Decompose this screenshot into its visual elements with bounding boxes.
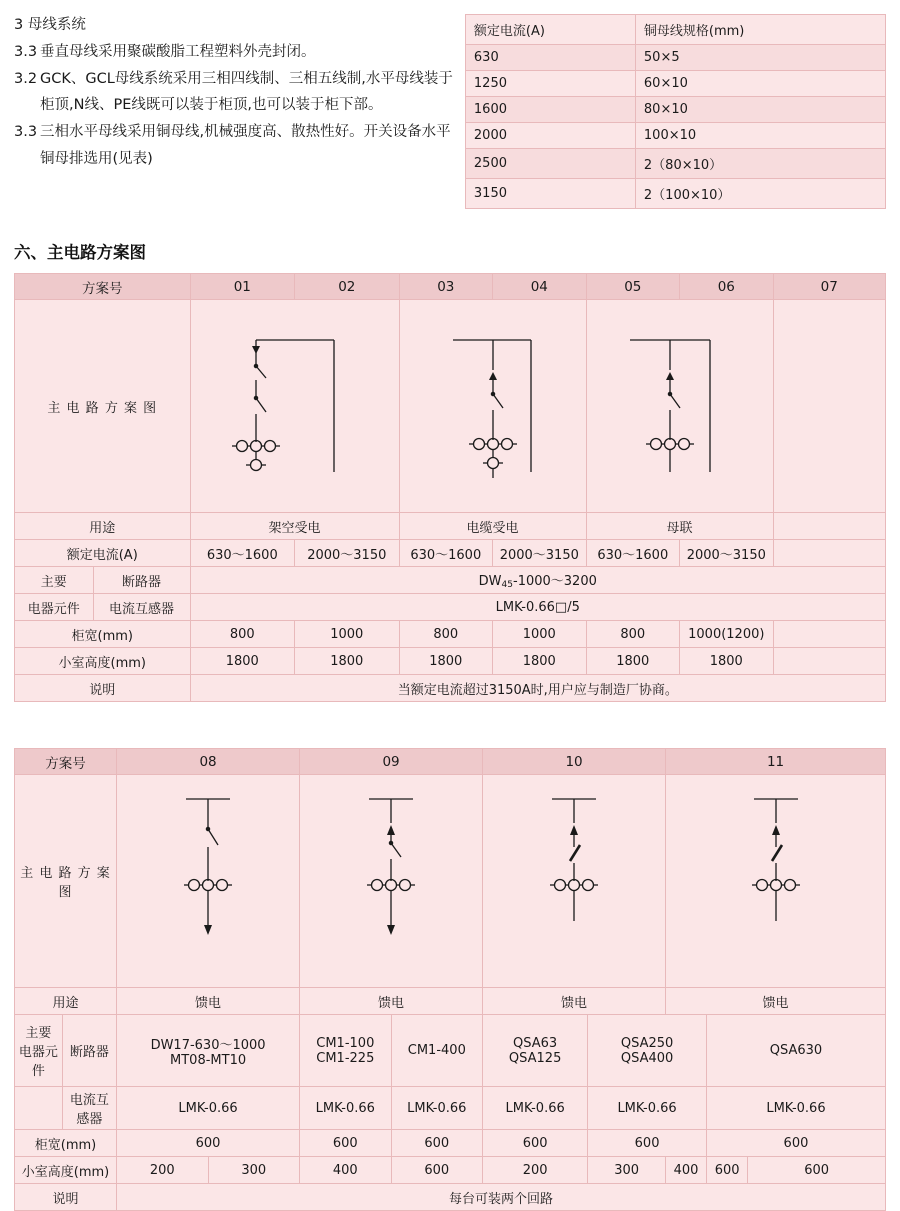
cabinet-width-label: 柜宽(mm) — [15, 621, 191, 648]
scheme-01: 01 — [190, 274, 295, 300]
breaker-value-pre: DW — [478, 574, 502, 589]
use-empty — [773, 513, 885, 540]
current-05: 630～1600 — [586, 540, 680, 567]
cell-spec: 2（100×10） — [635, 179, 885, 209]
scheme-11: 11 — [666, 749, 886, 775]
page-title: 六、主电路方案图 — [14, 243, 146, 262]
use-09: 馈电 — [300, 988, 483, 1015]
use-10: 馈电 — [483, 988, 666, 1015]
diagram-empty-07 — [773, 300, 885, 513]
note-value: 当额定电流超过3150A时,用户应与制造厂协商。 — [190, 675, 885, 702]
note-value: 每台可装两个回路 — [117, 1184, 886, 1211]
breaker-10a-line1: QSA63 — [513, 1035, 558, 1051]
current-06: 2000～3150 — [680, 540, 774, 567]
width-03: 800 — [399, 621, 493, 648]
note-label: 说明 — [15, 675, 191, 702]
height-10d: 600 — [706, 1157, 747, 1184]
current-02: 2000～3150 — [295, 540, 400, 567]
ct-11: LMK-0.66 — [706, 1087, 885, 1130]
circuit-diagram-08 — [120, 777, 296, 985]
diagram-feeder-10 — [483, 775, 666, 988]
table-row — [15, 1157, 886, 1184]
main-components-spacer — [15, 1087, 63, 1130]
table-row — [15, 988, 886, 1015]
cell-current: 1250 — [465, 71, 635, 97]
use-label: 用途 — [15, 513, 191, 540]
ct-09a: LMK-0.66 — [300, 1087, 392, 1130]
cell-current: 1600 — [465, 97, 635, 123]
bus-system-title: 3 母线系统 — [14, 17, 86, 33]
table-row — [15, 775, 886, 988]
bus-item-2 — [14, 66, 455, 120]
circuit-diagram-01-02 — [194, 302, 396, 510]
bus-item-1-text: 垂直母线采用聚碳酸脂工程塑料外壳封闭。 — [40, 43, 316, 60]
main-components-label-2: 电器元件 — [18, 1045, 58, 1079]
breaker-09a — [300, 1015, 392, 1087]
table-row — [465, 97, 885, 123]
use-11: 馈电 — [666, 988, 886, 1015]
cell-spec: 100×10 — [635, 123, 885, 149]
scheme-table-1 — [14, 273, 886, 702]
breaker-10b-line1: QSA250 — [620, 1035, 674, 1051]
circuit-diagram-10 — [486, 777, 662, 985]
height-03: 1800 — [399, 648, 493, 675]
height-09b: 600 — [391, 1157, 483, 1184]
table-row — [465, 179, 885, 209]
breaker-09a-line1: CM1-100 — [316, 1035, 375, 1051]
table-row — [465, 15, 885, 45]
diagram-overhead-incoming — [190, 300, 399, 513]
height-empty — [773, 648, 885, 675]
breaker-10a — [483, 1015, 588, 1087]
table-row — [15, 648, 886, 675]
breaker-08 — [117, 1015, 300, 1087]
bus-item-3-text: 三相水平母线采用铜母线,机械强度高、散热性好。开关设备水平铜母排选用(见表) — [40, 124, 451, 168]
use-08: 馈电 — [117, 988, 300, 1015]
scheme-07: 07 — [773, 274, 885, 300]
width-08: 600 — [117, 1130, 300, 1157]
width-empty — [773, 621, 885, 648]
note-label: 说明 — [15, 1184, 117, 1211]
bus-item-2-text: GCK、GCL母线系统采用三相四线制、三相五线制,水平母线装于柜顶,N线、PE线既可以装于柜顶,也可以装于柜下部。 — [40, 70, 453, 114]
table-row — [15, 1130, 886, 1157]
width-11: 600 — [706, 1130, 885, 1157]
ct-10a: LMK-0.66 — [483, 1087, 588, 1130]
breaker-10b-line2: QSA400 — [620, 1050, 674, 1066]
ct-10b: LMK-0.66 — [588, 1087, 707, 1130]
height-05: 1800 — [586, 648, 680, 675]
compartment-height-label: 小室高度(mm) — [15, 1157, 117, 1184]
main-components-label-1: 主要 — [25, 1026, 52, 1041]
ct-value: LMK-0.66□/5 — [190, 594, 885, 621]
breaker-value — [190, 567, 885, 594]
table-row — [15, 594, 886, 621]
scheme-table-2 — [14, 748, 886, 1211]
circuit-diagram-03-04 — [403, 302, 583, 510]
compartment-height-label: 小室高度(mm) — [15, 648, 191, 675]
width-09a: 600 — [300, 1130, 392, 1157]
current-empty — [773, 540, 885, 567]
diagram-cable-incoming — [399, 300, 586, 513]
bus-item-2-num: 3.2 — [14, 70, 38, 87]
bus-item-3 — [14, 119, 455, 173]
table-row — [465, 123, 885, 149]
breaker-08-line1: DW17-630～1000 — [150, 1037, 266, 1053]
copper-busbar-table — [465, 14, 886, 209]
scheme-08: 08 — [117, 749, 300, 775]
cell-spec: 50×5 — [635, 45, 885, 71]
table-row — [15, 540, 886, 567]
width-09b: 600 — [391, 1130, 483, 1157]
main-components-label — [15, 1015, 63, 1087]
width-02: 1000 — [295, 621, 400, 648]
ct-08: LMK-0.66 — [117, 1087, 300, 1130]
diagram-row-label: 主 电 路 方 案 图 — [15, 300, 191, 513]
scheme-09: 09 — [300, 749, 483, 775]
use-bustie: 母联 — [586, 513, 773, 540]
breaker-10a-line2: QSA125 — [508, 1050, 562, 1066]
diagram-feeder-08 — [117, 775, 300, 988]
breaker-11: QSA630 — [706, 1015, 885, 1087]
table-row — [15, 1184, 886, 1211]
table-row — [15, 300, 886, 513]
table-row — [15, 1087, 886, 1130]
height-06: 1800 — [680, 648, 774, 675]
main-components-label-2: 电器元件 — [15, 594, 94, 621]
bus-item-3-num: 3.3 — [14, 124, 38, 141]
cell-current: 2500 — [465, 149, 635, 179]
scheme-number-label: 方案号 — [15, 274, 191, 300]
diagram-feeder-11 — [666, 775, 886, 988]
cell-current: 3150 — [465, 179, 635, 209]
scheme-04: 04 — [493, 274, 587, 300]
breaker-10b — [588, 1015, 707, 1087]
table-row — [15, 749, 886, 775]
bus-table-header-current: 额定电流(A) — [465, 15, 635, 45]
section-gap — [0, 702, 900, 748]
cell-spec: 80×10 — [635, 97, 885, 123]
height-02: 1800 — [295, 648, 400, 675]
scheme-03: 03 — [399, 274, 493, 300]
breaker-08-line2: MT08-MT10 — [170, 1052, 247, 1068]
circuit-diagram-11 — [688, 777, 864, 985]
height-11: 600 — [748, 1157, 886, 1184]
table-row — [15, 513, 886, 540]
diagram-bus-tie — [586, 300, 773, 513]
width-01: 800 — [190, 621, 295, 648]
circuit-diagram-05-06 — [590, 302, 770, 510]
scheme-02: 02 — [295, 274, 400, 300]
height-04: 1800 — [493, 648, 587, 675]
table-row — [15, 621, 886, 648]
scheme-number-label: 方案号 — [15, 749, 117, 775]
table-row — [15, 675, 886, 702]
table-row — [15, 274, 886, 300]
scheme-05: 05 — [586, 274, 680, 300]
bus-system-text — [14, 12, 455, 209]
use-label: 用途 — [15, 988, 117, 1015]
table-row — [15, 567, 886, 594]
bus-item-1-num: 3.3 — [14, 43, 38, 60]
width-05: 800 — [586, 621, 680, 648]
width-04: 1000 — [493, 621, 587, 648]
current-01: 630～1600 — [190, 540, 295, 567]
width-06: 1000(1200) — [680, 621, 774, 648]
table-row — [465, 149, 885, 179]
table-row — [15, 1015, 886, 1087]
height-08b: 300 — [208, 1157, 300, 1184]
current-04: 2000～3150 — [493, 540, 587, 567]
breaker-09a-line2: CM1-225 — [316, 1050, 375, 1066]
main-components-label-1: 主要 — [15, 567, 94, 594]
width-10a: 600 — [483, 1130, 588, 1157]
bus-system-section — [0, 0, 900, 209]
cell-current: 630 — [465, 45, 635, 71]
cell-spec: 2（80×10） — [635, 149, 885, 179]
height-01: 1800 — [190, 648, 295, 675]
use-cable: 电缆受电 — [399, 513, 586, 540]
height-10a: 200 — [483, 1157, 588, 1184]
bus-item-1 — [14, 39, 455, 66]
ct-label: 电流互感器 — [93, 594, 190, 621]
breaker-09b: CM1-400 — [391, 1015, 483, 1087]
cabinet-width-label: 柜宽(mm) — [15, 1130, 117, 1157]
breaker-value-post: -1000～3200 — [513, 574, 597, 589]
height-10b: 300 — [588, 1157, 666, 1184]
scheme-06: 06 — [680, 274, 774, 300]
diagram-feeder-09 — [300, 775, 483, 988]
width-10b: 600 — [588, 1130, 707, 1157]
current-03: 630～1600 — [399, 540, 493, 567]
table-row — [465, 45, 885, 71]
use-overhead: 架空受电 — [190, 513, 399, 540]
rated-current-label: 额定电流(A) — [15, 540, 191, 567]
breaker-label: 断路器 — [62, 1015, 116, 1087]
cell-spec: 60×10 — [635, 71, 885, 97]
breaker-label: 断路器 — [93, 567, 190, 594]
ct-09b: LMK-0.66 — [391, 1087, 483, 1130]
bus-table-header-spec: 铜母线规格(mm) — [635, 15, 885, 45]
height-08a: 200 — [117, 1157, 209, 1184]
table-row — [465, 71, 885, 97]
cell-current: 2000 — [465, 123, 635, 149]
height-09a: 400 — [300, 1157, 392, 1184]
ct-label: 电流互感器 — [62, 1087, 116, 1130]
diagram-row-label: 主 电 路 方 案 图 — [15, 775, 117, 988]
scheme-10: 10 — [483, 749, 666, 775]
height-10c: 400 — [666, 1157, 707, 1184]
breaker-value-sub: 45 — [501, 580, 513, 590]
circuit-diagram-09 — [303, 777, 479, 985]
